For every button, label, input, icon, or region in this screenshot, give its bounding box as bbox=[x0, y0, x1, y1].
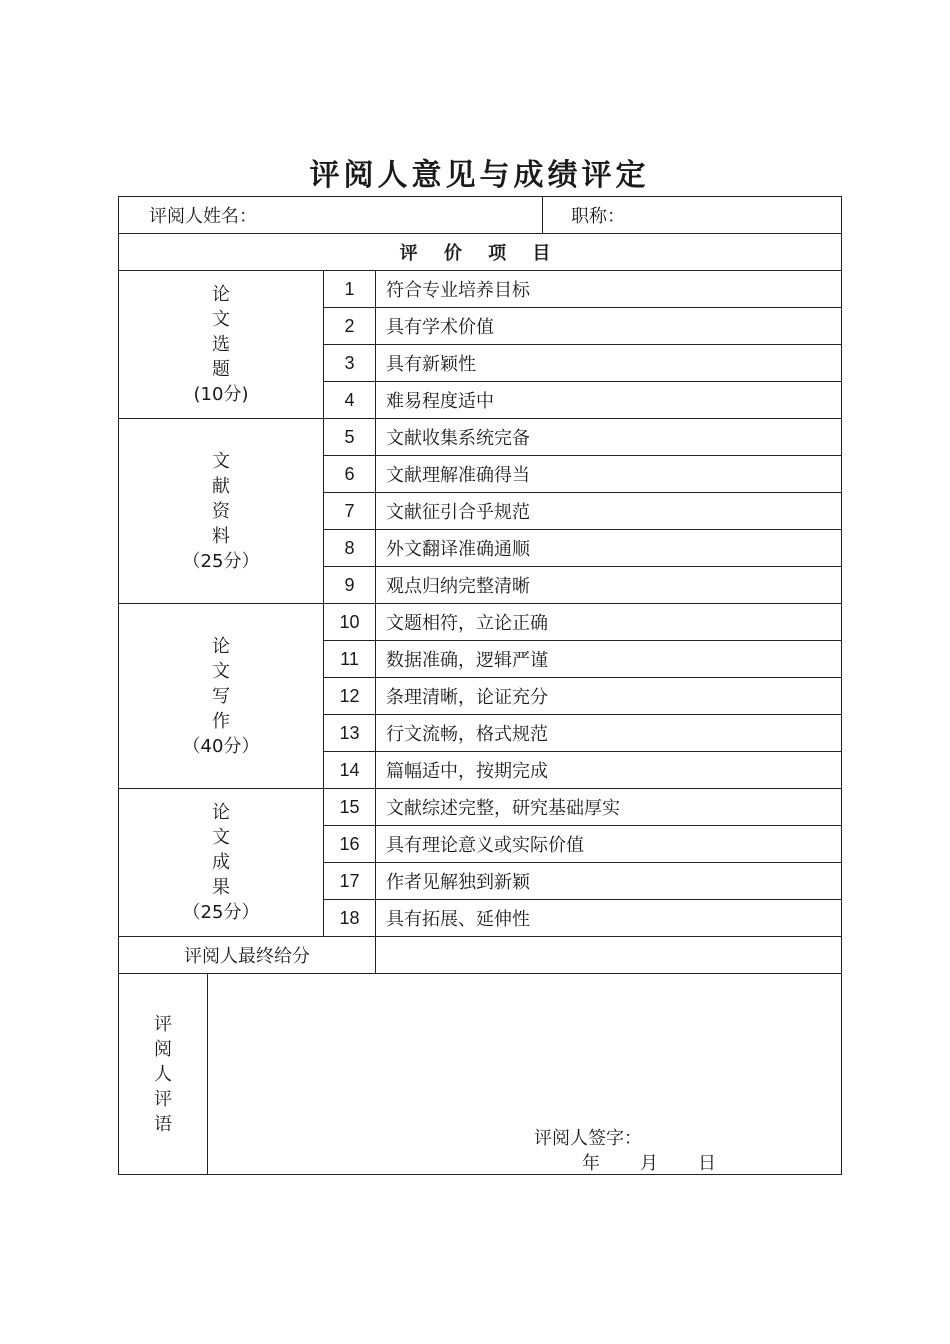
item-text: 难易程度适中 bbox=[376, 382, 842, 419]
item-number: 7 bbox=[324, 493, 376, 530]
item-number: 9 bbox=[324, 567, 376, 604]
date-line bbox=[582, 1149, 716, 1175]
item-text: 具有新颖性 bbox=[376, 345, 842, 382]
category-literature: 文 献 资 料 （25分） bbox=[119, 419, 324, 604]
item-text: 数据准确，逻辑严谨 bbox=[376, 641, 842, 678]
item-number: 15 bbox=[324, 789, 376, 826]
item-number: 2 bbox=[324, 308, 376, 345]
category-topic: 论 文 选 题 (10分) bbox=[119, 271, 324, 419]
item-text: 具有拓展、延伸性 bbox=[376, 900, 842, 937]
item-text: 文献征引合乎规范 bbox=[376, 493, 842, 530]
item-text: 符合专业培养目标 bbox=[376, 271, 842, 308]
reviewer-title-label: 职称： bbox=[571, 206, 625, 227]
item-text: 行文流畅，格式规范 bbox=[376, 715, 842, 752]
final-score-input[interactable] bbox=[376, 937, 842, 974]
item-text: 文献综述完整，研究基础厚实 bbox=[376, 789, 842, 826]
item-text: 文题相符，立论正确 bbox=[376, 604, 842, 641]
item-text: 具有理论意义或实际价值 bbox=[376, 826, 842, 863]
item-number: 16 bbox=[324, 826, 376, 863]
item-number: 18 bbox=[324, 900, 376, 937]
item-number: 6 bbox=[324, 456, 376, 493]
item-number: 12 bbox=[324, 678, 376, 715]
item-text: 文献收集系统完备 bbox=[376, 419, 842, 456]
date-day: 日 bbox=[698, 1153, 716, 1174]
page-title: 评阅人意见与成绩评定 bbox=[309, 158, 650, 193]
item-number: 17 bbox=[324, 863, 376, 900]
item-number: 3 bbox=[324, 345, 376, 382]
item-number: 1 bbox=[324, 271, 376, 308]
item-text: 篇幅适中，按期完成 bbox=[376, 752, 842, 789]
item-text: 具有学术价值 bbox=[376, 308, 842, 345]
item-number: 8 bbox=[324, 530, 376, 567]
item-number: 13 bbox=[324, 715, 376, 752]
signature-label: 评阅人签字： bbox=[534, 1128, 642, 1149]
evaluation-header: 评 价 项 目 bbox=[119, 234, 842, 271]
comment-area[interactable] bbox=[208, 974, 842, 1175]
item-number: 14 bbox=[324, 752, 376, 789]
item-text: 作者见解独到新颖 bbox=[376, 863, 842, 900]
item-text: 观点归纳完整清晰 bbox=[376, 567, 842, 604]
item-text: 条理清晰，论证充分 bbox=[376, 678, 842, 715]
final-score-label: 评阅人最终给分 bbox=[119, 937, 376, 974]
item-number: 10 bbox=[324, 604, 376, 641]
item-number: 5 bbox=[324, 419, 376, 456]
category-results: 论 文 成 果 （25分） bbox=[119, 789, 324, 937]
date-month: 月 bbox=[640, 1153, 658, 1174]
reviewer-name-label: 评阅人姓名： bbox=[149, 206, 257, 227]
item-number: 4 bbox=[324, 382, 376, 419]
item-text: 外文翻译准确通顺 bbox=[376, 530, 842, 567]
evaluation-table bbox=[118, 196, 842, 1175]
reviewer-name-field[interactable] bbox=[119, 197, 543, 234]
comment-label: 评 阅 人 评 语 bbox=[119, 974, 208, 1175]
reviewer-title-field[interactable] bbox=[543, 197, 842, 234]
date-year: 年 bbox=[582, 1153, 600, 1174]
item-text: 文献理解准确得当 bbox=[376, 456, 842, 493]
category-writing: 论 文 写 作 （40分） bbox=[119, 604, 324, 789]
item-number: 11 bbox=[324, 641, 376, 678]
